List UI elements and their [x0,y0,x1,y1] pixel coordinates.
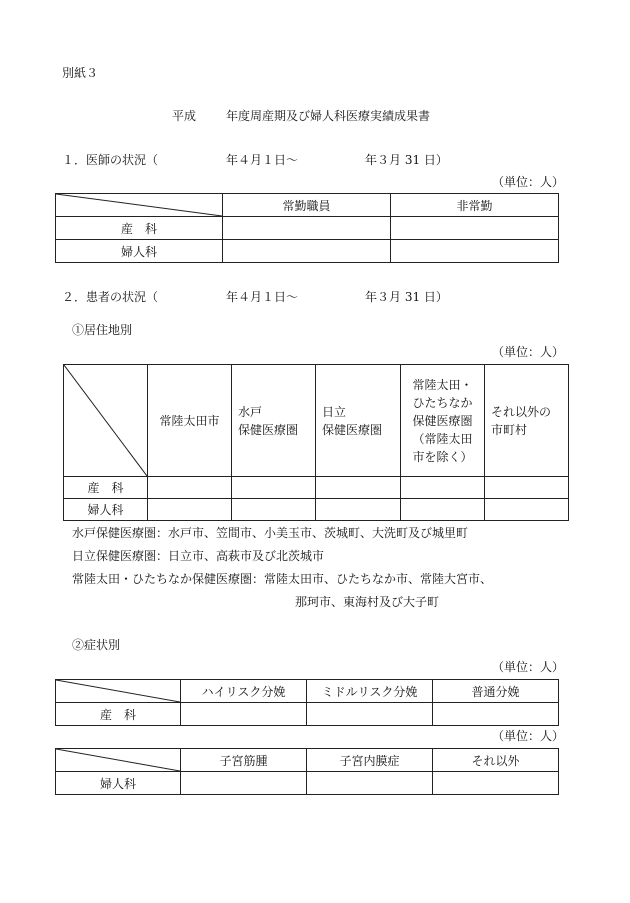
row-header: 産 科 [56,217,223,240]
input-cell[interactable] [181,772,307,795]
section1-heading: １．医師の状況（ [62,153,159,167]
sub2-unit-b: （単位：人） [492,729,565,743]
section1-date-to: 年３月 31 日） [365,153,448,167]
input-cell[interactable] [148,499,232,521]
table-corner-cell [56,194,223,217]
page-title: 年度周産期及び婦人科医療実績成果書 [226,109,431,123]
input-cell[interactable] [232,499,316,521]
residence-table [63,364,569,521]
title-era: 平成 [172,109,197,123]
area-note: 日立保健医療圏：日立市、高萩市及び北茨城市 [72,549,325,563]
column-header: 非常勤 [391,194,559,217]
row-header: 婦人科 [56,772,181,795]
sub2-unit: （単位：人） [492,660,565,674]
column-header: 普通分娩 [433,680,559,703]
table-corner-cell [64,365,148,477]
table-corner-cell [56,680,181,703]
input-cell[interactable] [391,217,559,240]
area-note: 常陸太田・ひたちなか保健医療圏：常陸太田市、ひたちなか市、常陸大宮市、 [72,572,493,586]
row-header: 産 科 [56,703,181,726]
input-cell[interactable] [433,772,559,795]
input-cell[interactable] [223,240,391,263]
input-cell[interactable] [307,703,433,726]
section1-unit: （単位：人） [492,175,565,189]
column-header: 常陸太田・ ひたちなか 保健医療圏 （常陸太田 市を除く） [401,365,485,477]
column-header: 子宮内膜症 [307,749,433,772]
section1-date-from: 年４月１日～ [226,153,299,167]
input-cell[interactable] [485,477,569,499]
input-cell[interactable] [307,772,433,795]
sub2-title: ②症状別 [72,638,121,652]
symptom-obstetrics-table [55,679,559,726]
column-header: 常陸太田市 [148,365,232,477]
column-header: それ以外 [433,749,559,772]
column-header: ハイリスク分娩 [181,680,307,703]
column-header: 水戸 保健医療圏 [232,365,316,477]
input-cell[interactable] [433,703,559,726]
row-header: 婦人科 [56,240,223,263]
column-header: 日立 保健医療圏 [316,365,401,477]
area-note: 那珂市、東海村及び大子町 [295,595,440,609]
input-cell[interactable] [223,217,391,240]
symptom-gynecology-table [55,748,559,795]
input-cell[interactable] [148,477,232,499]
column-header: それ以外の 市町村 [485,365,569,477]
column-header: 子宮筋腫 [181,749,307,772]
column-header: ミドルリスク分娩 [307,680,433,703]
sub1-title: ①居住地別 [72,323,133,337]
column-header: 常勤職員 [223,194,391,217]
input-cell[interactable] [316,477,401,499]
area-note: 水戸保健医療圏：水戸市、笠間市、小美玉市、茨城町、大洗町及び城里町 [72,526,469,540]
input-cell[interactable] [391,240,559,263]
section2-date-from: 年４月１日～ [226,290,299,304]
section2-heading: ２．患者の状況（ [62,290,159,304]
sub1-unit: （単位：人） [492,345,565,359]
row-header: 婦人科 [64,499,148,521]
input-cell[interactable] [401,499,485,521]
attachment-label: 別紙３ [62,66,99,80]
row-header: 産 科 [64,477,148,499]
input-cell[interactable] [232,477,316,499]
table-corner-cell [56,749,181,772]
input-cell[interactable] [181,703,307,726]
input-cell[interactable] [316,499,401,521]
input-cell[interactable] [485,499,569,521]
section2-date-to: 年３月 31 日） [365,290,448,304]
doctor-status-table [55,193,559,263]
input-cell[interactable] [401,477,485,499]
